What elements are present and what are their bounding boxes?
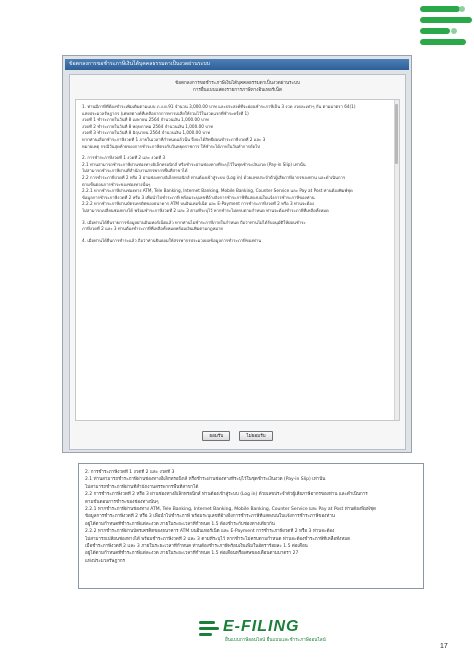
terms-line: ข้อมูลการชำระภาษีงวดที่ 2 หรือ 3 เพื่อนำไปชำระภาษี พร้อมระบุเลขที่อ้างอิงการชำระภาษีที่แสดงบนใบแจ้งการชำระภาษีของท่าน xyxy=(85,514,335,520)
terms-line: 2.2.1 หากชำระภาษีผ่านช่องทาง ATM, Tele Banking, Internet Banking, Mobile Banking, Counter Service และ Pay at Post ท่านต้องพิมพ์ชุด xyxy=(82,188,353,194)
terms-line: หากท่านเลือกชำระภาษีงวดที่ 1 ภายในเวลาที่กำหนดแล้วนั้น จึงจะได้สิทธิ์ผ่อนชำระภาษีงวดที่ 2 และ 3 xyxy=(82,136,266,142)
terms-line: ไม่สามารถชำระภาษีผ่านที่สำนักงานสรรพากรพื้นที่สาขาได้ xyxy=(82,168,188,174)
reject-button[interactable]: ไม่ยอมรับ xyxy=(239,431,272,441)
terms-line: 2.2.1 หากชำระภาษีผ่านช่องทาง ATM, Tele Banking, Internet Banking, Mobile Banking, Counter Service และ Pay at Post ท่านต้องพิมพ์ชุด xyxy=(85,507,376,513)
dialog-heading-2: การยื่นแบบแสดงรายการภาษีทางอินเทอร์เน็ต xyxy=(193,88,282,93)
dialog-title-bar: ข้อตกลงการขอชำระภาษีเงินได้บุคคลธรรมดาเป็นงวดผ่านระบบ xyxy=(65,59,409,70)
terms-line: อยู่ได้ตามกำหนดที่ชำระภาษีแต่ละงวด ภายในระยะเวลาที่กำหนด 1.5 ต้องชำระกับช่องทางเดียวกัน xyxy=(85,521,275,527)
terms-line: 2.1 ท่านสามารถชำระภาษีผ่านช่องทางอิเล็กทรอนิกส์ หรือชำระผ่านช่องทางที่ระบุไว้ในชุดชำระเงินงวด (Pay-in Slip) เท่านั้น xyxy=(82,161,306,167)
terms-line: งวดที่ 2 ชำระภายในวันที่ 8 พฤษภาคม 2564 จำนวนเงิน 1,000.00 บาท xyxy=(82,123,214,129)
terms-line: เมื่อชำระภาษีงวดที่ 2 และ 3 ภายในระยะเวลาที่กำหนด ท่านต้องชำระภาษีพร้อมเงินเพิ่มในอัตราร้อยละ 1.5 ต่อเดือน xyxy=(85,544,308,550)
terms-line: แห่งประมวลรัษฎากร xyxy=(85,558,126,564)
efiling-brand xyxy=(197,618,327,658)
brand-name: E-FILING xyxy=(223,618,300,635)
terms-line: 2.2.2 หากชำระภาษีผ่านบัตรเครดิตของธนาคาร ATM บนอินเทอร์เน็ต และ E-Payment การชำระภาษีงวดที่ 2 หรือ 3 ท่านจะต้อง xyxy=(85,529,335,535)
efiling-corner-logo xyxy=(412,0,474,52)
brand-tagline: ยื่นแบบภาษีออนไลน์ ยื่นแบบและชำระภาษีออนไลน์ xyxy=(225,638,326,643)
terms-line: อยู่ได้ตามกำหนดที่ชำระภาษีแต่ละงวด ภายในระยะเวลาที่กำหนด 1.5 ต่อเดือนหรือเศษของเดือนตามมาตรา 27 xyxy=(85,551,299,557)
terms-scroll-thumb[interactable] xyxy=(395,104,398,164)
page-number: 17 xyxy=(440,643,448,650)
dialog-screenshot xyxy=(62,55,412,453)
terms-line: งวดที่ 3 ชำระภายในวันที่ 8 มิถุนายน 2564 จำนวนเงิน 1,000.00 บาท xyxy=(82,130,211,136)
terms-line: ไม่สามารถเปลี่ยนช่องทางได้ พร้อมชำระภาษีงวดที่ 2 และ 3 ตามที่ระบุไว้ หากชำระไม่ครบตามกำหนด ท่านจะต้องชำระภาษีที่เหลือทั้งหมด xyxy=(82,207,329,213)
terms-line: 2.2.2 หากชำระภาษีผ่านบัตรเครดิตของธนาคาร ATM บนอินเทอร์เน็ต และ E-Payment การชำระภาษีงวดที่ 2 หรือ 3 ท่านจะต้อง xyxy=(82,201,314,207)
terms-line: 2.1 ท่านสามารถชำระภาษีผ่านช่องทางอิเล็กทรอนิกส์ หรือชำระผ่านช่องทางที่ระบุไว้ในชุดชำระเงินงวด (Pay-in Slip) เท่านั้น xyxy=(85,477,326,483)
terms-line: 2.2 การชำระภาษีงวดที่ 2 หรือ 3 ผ่านช่องทางอิเล็กทรอนิกส์ ท่านต้องเข้าสู่ระบบ (Log in) ด้วยเลขประจำตัวผู้เสียภาษีอากรของท่าน และดำเนินการ xyxy=(82,174,346,180)
terms-line: 3. เมื่อท่านได้ยื่นรายการข้อมูลผ่านอินเทอร์เน็ตแล้ว หากท่านไม่ชำระภาษีภายในกำหนด ถือว่าท่านไม่ได้รับอนุมัติให้ผ่อนชำระ xyxy=(82,219,306,225)
dialog-heading-1: ข้อตกลงการขอชำระภาษีเงินได้บุคคลธรรมดาเป็นงวดผ่านระบบ xyxy=(175,81,300,86)
terms-line: แห่งประมวลรัษฎากร (เศษสตางค์ที่เหลือจากการหารเฉลี่ยให้รวมไว้ในงวดแรกที่ชำระครั้งที่ 1) xyxy=(82,110,249,116)
terms-line: 2. การชำระภาษีงวดที่ 1 งวดที่ 2 และ งวดที่ 3 xyxy=(82,155,166,161)
terms-line: ภาษีงวดที่ 2 และ 3 ท่านต้องชำระภาษีที่เหลือทั้งหมดพร้อมเงินเพิ่มตามกฎหมาย xyxy=(82,226,223,232)
terms-text-box[interactable] xyxy=(75,99,400,421)
terms-line: 4. เมื่อท่านได้ยื่นการชำระแล้ว ถือว่าท่านยินยอมให้สรรพากรประมวลผลข้อมูลการชำระภาษีของท่าน xyxy=(82,237,262,243)
efiling-logo-icon xyxy=(197,620,221,638)
dialog-body xyxy=(69,74,406,450)
terms-line: หมายเหตุ กรณีวันสุดท้ายของการชำระภาษีตรงกับวันหยุดราชการ ให้ชำระได้ภายในวันทำการถัดไป xyxy=(82,143,260,149)
terms-scrollbar[interactable] xyxy=(394,100,399,420)
terms-paragraphs xyxy=(82,104,393,244)
dialog-button-row xyxy=(70,422,405,441)
terms-line: 2. การชำระภาษีงวดที่ 1 งวดที่ 2 และ งวดที่ 3 xyxy=(85,470,175,475)
zoomed-terms-section xyxy=(78,463,424,589)
terms-line: 1. ท่านมีภาษีที่ต้องชำระเพิ่มเติมตามแบบ ภ.ง.ด.91 จำนวน 3,000.00 บาท และประสงค์ที่จะผ่อนชำระภาษีเป็น 3 งวด งวดละเท่าๆ กัน ตามมาตรา 64(1) xyxy=(82,104,356,109)
terms-line: ตามขั้นตอนการชำระของช่องทางนั้นๆ xyxy=(85,499,159,505)
terms-line: 2.2 การชำระภาษีงวดที่ 2 หรือ 3 ผ่านช่องทางอิเล็กทรอนิกส์ ท่านต้องเข้าสู่ระบบ (Log in) ด้วยเลขประจำตัวผู้เสียภาษีอากรของท่าน และดำเนินการ xyxy=(85,492,368,498)
zoomed-paragraphs xyxy=(85,469,417,565)
terms-line: ตามขั้นตอนการชำระของช่องทางนั้นๆ xyxy=(82,181,151,187)
terms-line: ไม่สามารถชำระภาษีผ่านที่สำนักงานสรรพากรพื้นที่สาขาได้ xyxy=(85,484,199,490)
terms-line: ไม่สามารถเปลี่ยนช่องทางได้ พร้อมชำระภาษีงวดที่ 2 และ 3 ตามที่ระบุไว้ หากชำระไม่ครบตามกำหนด ท่านจะต้องชำระภาษีที่เหลือทั้งหมด xyxy=(85,536,351,542)
terms-line: งวดที่ 1 ชำระภายในวันที่ 8 เมษายน 2564 จำนวนเงิน 1,000.00 บาท xyxy=(82,117,209,123)
terms-line: ข้อมูลการชำระภาษีงวดที่ 2 หรือ 3 เพื่อนำไปชำระภาษี พร้อมระบุเลขที่อ้างอิงการชำระภาษีที่แสดงบนใบแจ้งการชำระภาษีของท่าน xyxy=(82,194,315,200)
accept-button[interactable]: ยอมรับ xyxy=(202,431,230,441)
